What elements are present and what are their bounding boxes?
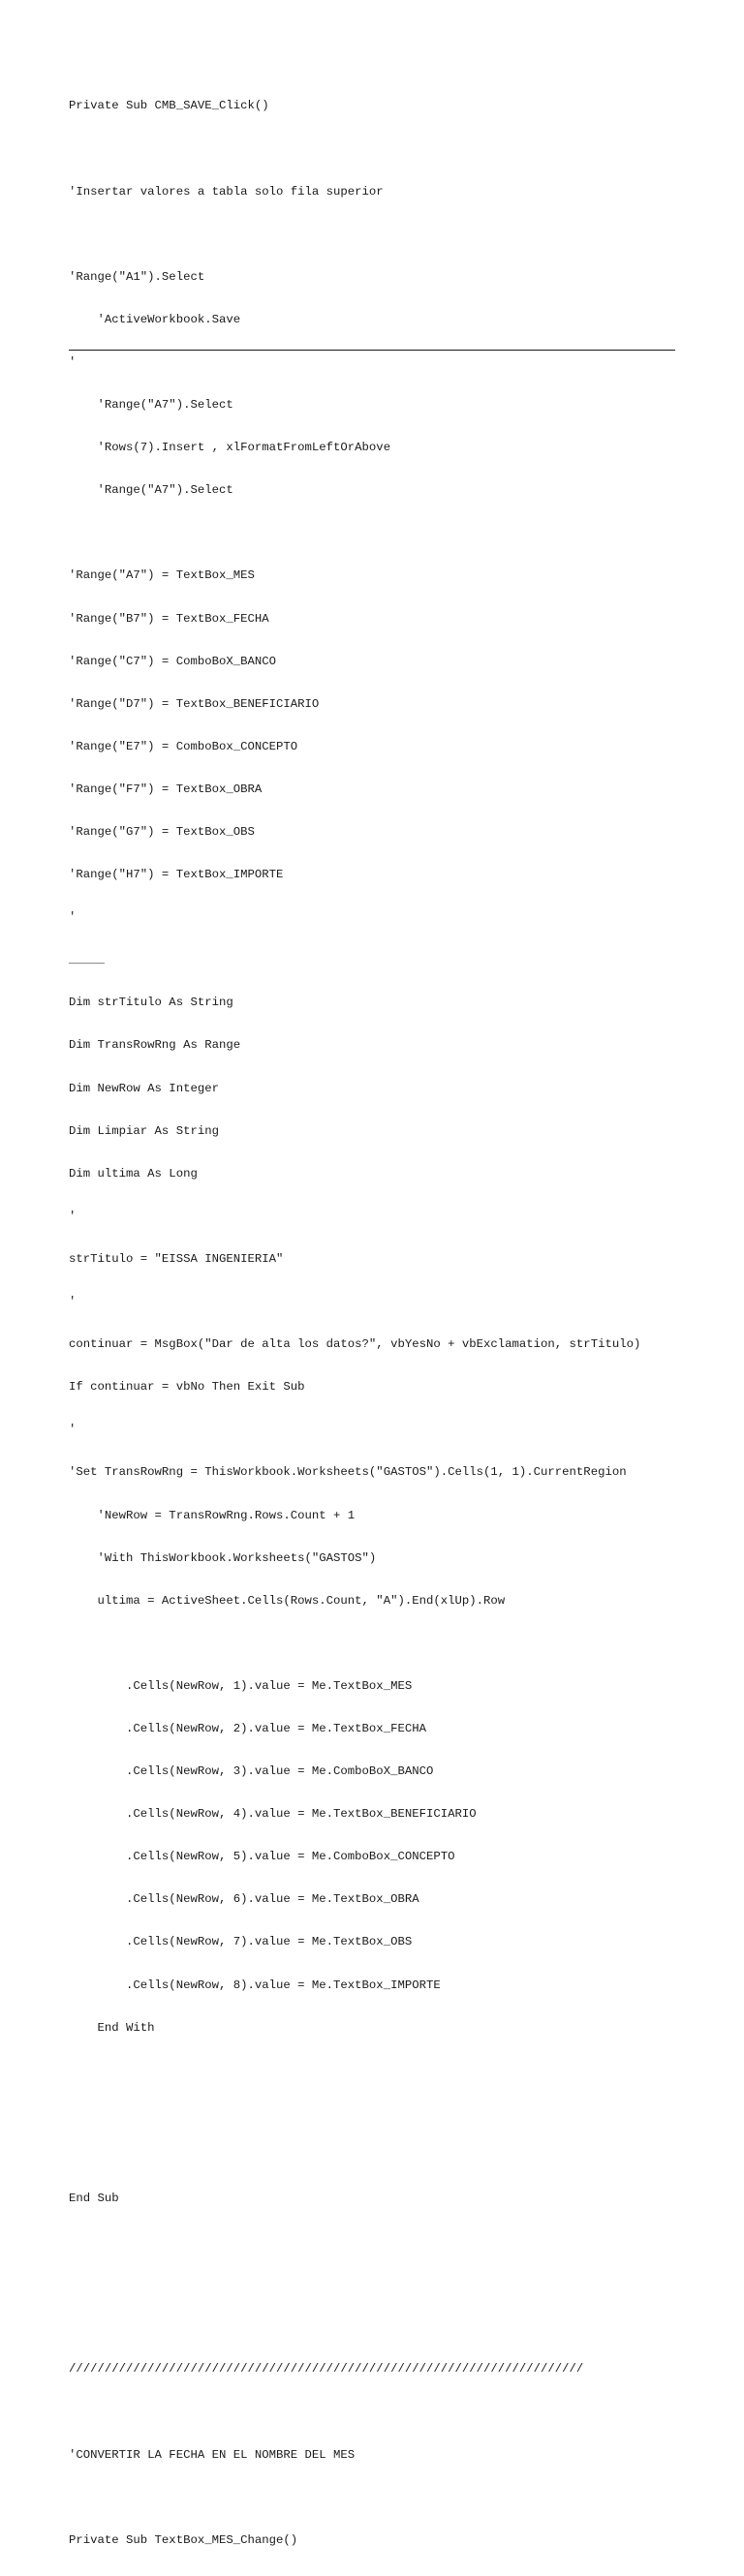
code-line: '	[69, 1423, 77, 1437]
code-line: 'Range("A7") = TextBox_MES	[69, 568, 255, 583]
code-line: '	[69, 1209, 77, 1223]
code-line: End With	[69, 2020, 155, 2035]
code-line: .Cells(NewRow, 4).value = Me.TextBox_BENEFICIARIO	[69, 1807, 477, 1822]
code-line	[69, 1637, 689, 1651]
code-line: Dim Limpiar As String	[69, 1123, 219, 1138]
code-line	[69, 2319, 689, 2334]
code-line: .Cells(NewRow, 8).value = Me.TextBox_IMPORTE	[69, 1978, 441, 1992]
code-line: 'ActiveWorkbook.Save	[69, 312, 241, 326]
code-line: 'Range("B7") = TextBox_FECHA	[69, 611, 269, 626]
code-line: 'Range("H7") = TextBox_IMPORTE	[69, 868, 284, 882]
code-line: .Cells(NewRow, 3).value = Me.ComboBoX_BANCO	[69, 1764, 434, 1779]
code-line: .Cells(NewRow, 5).value = Me.ComboBox_CONCEPTO	[69, 1850, 455, 1864]
code-line: 'Range("F7") = TextBox_OBRA	[69, 782, 263, 796]
code-line: 'Range("A7").Select	[69, 398, 233, 413]
code-line	[69, 2405, 689, 2419]
code-line: 'Range("D7") = TextBox_BENEFICIARIO	[69, 696, 320, 711]
code-line	[69, 2064, 689, 2078]
code-line	[69, 228, 689, 242]
code-line: 'With ThisWorkbook.Worksheets("GASTOS")	[69, 1550, 377, 1565]
code-line: Private Sub TextBox_MES_Change()	[69, 2532, 298, 2547]
horizontal-rule	[69, 350, 675, 351]
code-listing	[69, 71, 689, 2576]
code-line: strTitulo = "EISSA INGENIERIA"	[69, 1251, 284, 1266]
code-line: Private Sub CMB_SAVE_Click()	[69, 99, 269, 113]
code-line: .Cells(NewRow, 1).value = Me.TextBox_MES	[69, 1678, 413, 1693]
code-line: If continuar = vbNo Then Exit Sub	[69, 1380, 305, 1395]
code-line	[69, 2491, 689, 2505]
code-line: 'Range("A1").Select	[69, 269, 205, 284]
code-line: .Cells(NewRow, 2).value = Me.TextBox_FECHA	[69, 1721, 426, 1735]
code-line: '	[69, 1295, 77, 1309]
code-line: 'Range("G7") = TextBox_OBS	[69, 825, 255, 839]
code-line: 'Range("C7") = ComboBoX_BANCO	[69, 654, 277, 668]
code-line: 'Rows(7).Insert , xlFormatFromLeftOrAbove	[69, 441, 391, 455]
code-line: ////////////////////////////////////////////////////////////////////////	[69, 2362, 584, 2377]
code-line	[69, 2234, 689, 2249]
code-line: 'Insertar valores a tabla solo fila superior	[69, 184, 384, 199]
code-line: 'NewRow = TransRowRng.Rows.Count + 1	[69, 1508, 356, 1522]
code-line: Dim ultima As Long	[69, 1166, 198, 1181]
code-line	[69, 142, 689, 157]
code-line: '	[69, 354, 77, 369]
code-line: 'Range("E7") = ComboBox_CONCEPTO	[69, 739, 298, 753]
code-line	[69, 526, 689, 540]
code-line: 'CONVERTIR LA FECHA EN EL NOMBRE DEL MES	[69, 2447, 356, 2462]
code-line	[69, 2277, 689, 2291]
code-line: .Cells(NewRow, 7).value = Me.TextBox_OBS	[69, 1935, 413, 1949]
code-line: ultima = ActiveSheet.Cells(Rows.Count, "A").End(xlUp).Row	[69, 1593, 506, 1608]
code-line	[69, 2149, 689, 2163]
code-line: Dim TransRowRng As Range	[69, 1038, 241, 1053]
code-line	[69, 2106, 689, 2121]
code-line: 'Set TransRowRng = ThisWorkbook.Worksheets("GASTOS").Cells(1, 1).CurrentRegion	[69, 1465, 627, 1480]
code-line: continuar = MsgBox("Dar de alta los datos?", vbYesNo + vbExclamation, strTitulo)	[69, 1337, 641, 1352]
code-line: 'Range("A7").Select	[69, 483, 233, 498]
code-line: _____	[69, 953, 105, 967]
code-line: Dim NewRow As Integer	[69, 1081, 219, 1095]
code-line: .Cells(NewRow, 6).value = Me.TextBox_OBRA	[69, 1892, 419, 1907]
code-line: '	[69, 910, 77, 925]
code-line: Dim strTitulo As String	[69, 996, 233, 1010]
code-line: End Sub	[69, 2192, 119, 2205]
